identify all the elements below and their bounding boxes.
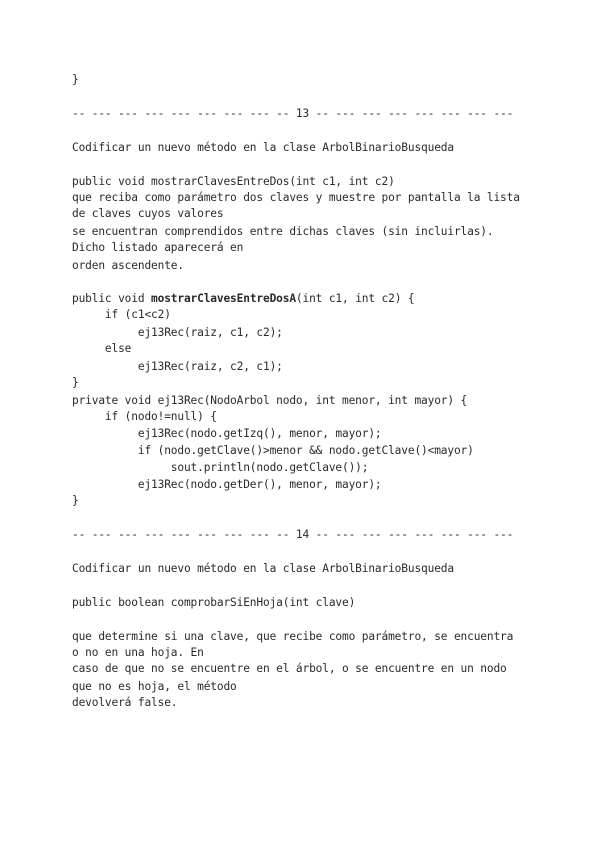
exercise-13-desc: que reciba como parámetro dos claves y muestre por pantalla la lista bbox=[72, 191, 520, 204]
code-line: } bbox=[72, 376, 79, 389]
code-fragment: public void bbox=[72, 292, 152, 305]
exercise-14-desc: caso de que no se encuentre en el árbol, o se encuentre en un nodo bbox=[72, 662, 507, 675]
method-name-bold: mostrarClavesEntreDosA bbox=[151, 292, 296, 305]
closing-brace: } bbox=[72, 73, 79, 86]
code-line: } bbox=[72, 494, 79, 507]
exercise-14-desc: o no en una hoja. En bbox=[72, 646, 204, 659]
code-line: if (nodo!=null) { bbox=[72, 410, 217, 423]
separator-14: -- --- --- --- --- --- --- --- -- 14 -- --- --- --- --- --- --- --- bbox=[72, 528, 514, 541]
code-line: ej13Rec(raiz, c2, c1); bbox=[72, 360, 283, 373]
code-line: ej13Rec(raiz, c1, c2); bbox=[72, 326, 283, 339]
exercise-14-desc: devolverá false. bbox=[72, 696, 178, 709]
code-line: private void ej13Rec(NodoArbol nodo, int menor, int mayor) { bbox=[72, 394, 468, 407]
exercise-13-desc: Dicho listado aparecerá en bbox=[72, 241, 244, 254]
exercise-13-signature: public void mostrarClavesEntreDos(int c1, int c2) bbox=[72, 175, 395, 188]
code-line: sout.println(nodo.getClave()); bbox=[72, 461, 369, 474]
exercise-14-title: Codificar un nuevo método en la clase ArbolBinarioBusqueda bbox=[72, 562, 454, 575]
code-line bbox=[72, 292, 414, 306]
exercise-14-signature: public boolean comprobarSiEnHoja(int clave) bbox=[72, 596, 356, 609]
exercise-13-title: Codificar un nuevo método en la clase ArbolBinarioBusqueda bbox=[72, 141, 454, 154]
exercise-14-desc: que no es hoja, el método bbox=[72, 680, 237, 693]
exercise-13-desc: se encuentran comprendidos entre dichas claves (sin incluirlas). bbox=[72, 225, 494, 238]
exercise-14-desc: que determine si una clave, que recibe como parámetro, se encuentra bbox=[72, 630, 514, 643]
code-line: if (nodo.getClave()>menor && nodo.getClave()<mayor) bbox=[72, 444, 474, 457]
code-line: ej13Rec(nodo.getIzq(), menor, mayor); bbox=[72, 427, 382, 440]
separator-13: -- --- --- --- --- --- --- --- -- 13 -- --- --- --- --- --- --- --- bbox=[72, 107, 514, 120]
code-line: if (c1<c2) bbox=[72, 308, 171, 321]
code-line: ej13Rec(nodo.getDer(), menor, mayor); bbox=[72, 478, 382, 491]
code-fragment: (int c1, int c2) { bbox=[295, 292, 415, 305]
exercise-13-desc: de claves cuyos valores bbox=[72, 207, 224, 220]
code-line: else bbox=[72, 342, 132, 355]
exercise-13-desc: orden ascendente. bbox=[72, 259, 184, 272]
